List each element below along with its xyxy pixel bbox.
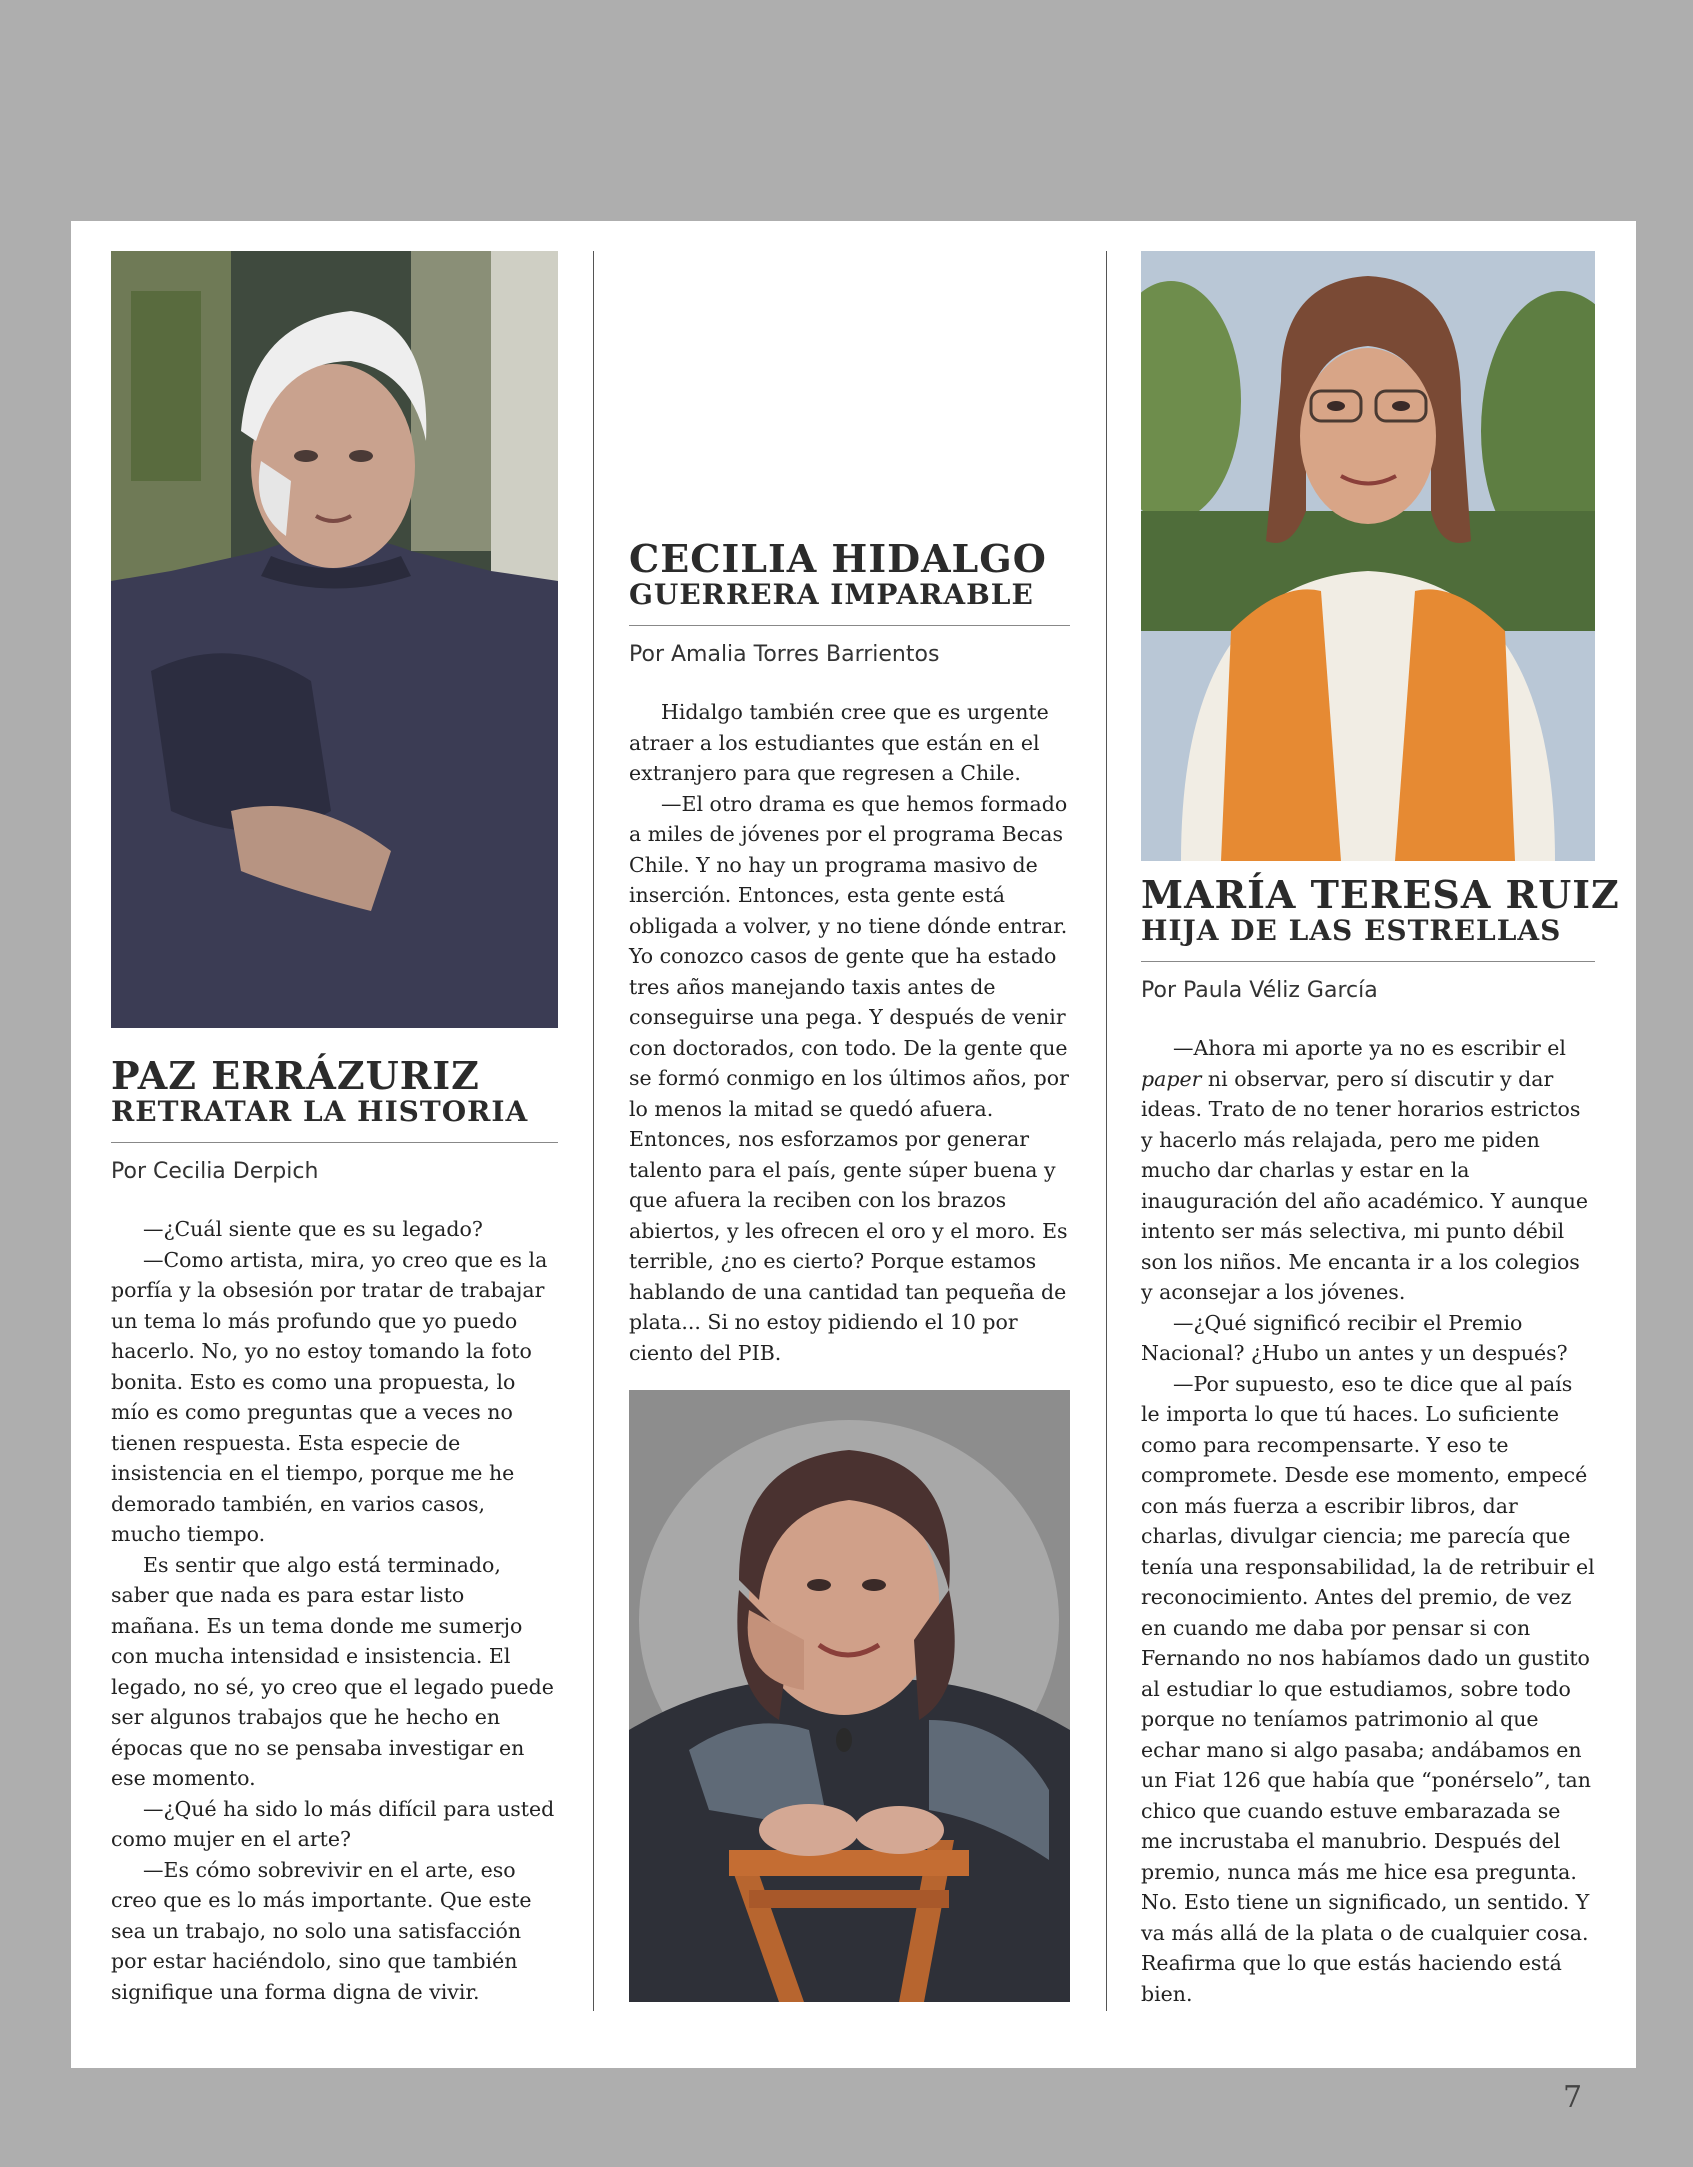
- article-maria-teresa-ruiz: [1141, 251, 1620, 2009]
- article-title-name: CECILIA HIDALGO: [629, 536, 1047, 581]
- paragraph: —Ahora mi aporte ya no es escribir el paper ni observar, pero sí discutir y dar ideas. Trato de no tener horarios estrictos y hacerlo más relajada, pero me piden mucho dar charlas y estar en la inauguración del año académico. Y aunque intento ser más selectiva, mi punto débil son los niños. Me encanta ir a los colegios y aconsejar a los jóvenes.: [1141, 1036, 1589, 1304]
- paragraph: —Como artista, mira, yo creo que es la porfía y la obsesión por tratar de trabajar un tema lo más profundo que yo puedo hacerlo. No, yo no estoy tomando la foto bonita. Esto es como una propuesta, lo mío es como preguntas que a veces no tienen respuesta. Esta especie de insistencia en el tiempo, porque me he demorado también, en varios casos, mucho tiempo.: [111, 1247, 548, 1546]
- paragraph: —¿Qué ha sido lo más difícil para usted como mujer en el arte?: [111, 1796, 555, 1851]
- paragraph: —¿Cuál siente que es su legado?: [143, 1217, 483, 1241]
- article-paz-errazuriz: [111, 251, 558, 2007]
- article-title-name: PAZ ERRÁZURIZ: [111, 1053, 480, 1098]
- article-title-name: MARÍA TERESA RUIZ: [1141, 872, 1620, 917]
- paragraph: Hidalgo también cree que es urgente atraer a los estudiantes que están en el extranjero para que regresen a Chile.: [629, 700, 1049, 785]
- article-body: [1141, 1033, 1595, 2009]
- byline: Por Amalia Torres Barrientos: [629, 642, 940, 667]
- article-subtitle: RETRATAR LA HISTORIA: [111, 1095, 529, 1128]
- article-subtitle: GUERRERA IMPARABLE: [629, 578, 1034, 611]
- portrait-photo-maria-teresa-ruiz: [1141, 251, 1595, 861]
- paragraph: —El otro drama es que hemos formado a miles de jóvenes por el programa Becas Chile. Y no hay un programa masivo de inserción. Entonces, esta gente está obligada a volver, y no tiene dónde entrar. Yo conozco casos de gente que ha estado tres años manejando taxis antes de conseguirse una pega. Y después de venir con doctorados, con todo. De la gente que se formó conmigo en los últimos años, por lo menos la mitad se quedó afuera. Entonces, nos esforzamos por generar talento para el país, gente súper buena y que afuera la reciben con los brazos abiertos, y les ofrecen el oro y el moro. Es terrible, ¿no es cierto? Porque estamos hablando de una cantidad tan pequeña de plata... Si no estoy pidiendo el 10 por ciento del PIB.: [629, 791, 1069, 1365]
- byline: Por Cecilia Derpich: [111, 1159, 319, 1184]
- article-subtitle: HIJA DE LAS ESTRELLAS: [1141, 914, 1562, 947]
- article-body: [629, 697, 1070, 1368]
- paragraph: —Por supuesto, eso te dice que al país le importa lo que tú haces. Lo suficiente como para recompensarte. Y eso te compromete. Desde ese momento, empecé con más fuerza a escribir libros, dar charlas, divulgar ciencia; me parecía que tenía una responsabilidad, la de retribuir el reconocimiento. Antes del premio, de vez en cuando me daba por pensar si con Fernando no nos habíamos dado un gustito al estudiar lo que estudiamos, sobre todo porque no teníamos patrimonio al que echar mano si algo pasaba; andábamos en un Fiat 126 que había que “ponérselo”, tan chico que cuando estuve embarazada se me incrustaba el manubrio. Después del premio, nunca más me hice esa pregunta. No. Esto tiene un significado, un sentido. Y va más allá de la plata o de cualquier cosa. Reafirma que lo que estás haciendo está bien.: [1141, 1371, 1595, 2006]
- title-divider: [1141, 961, 1595, 962]
- byline: Por Paula Véliz García: [1141, 978, 1378, 1003]
- article-cecilia-hidalgo: [629, 536, 1070, 2002]
- paragraph: —Es cómo sobrevivir en el arte, eso creo que es lo más importante. Que este sea un trabajo, no solo una satisfacción por estar haciéndolo, sino que también signifique una forma digna de vivir.: [111, 1857, 532, 2004]
- portrait-photo-paz-errazuriz: [111, 251, 558, 1028]
- column-divider: [593, 251, 594, 2011]
- paragraph: Es sentir que algo está terminado, saber que nada es para estar listo mañana. Es un tema donde me sumerjo con mucha intensidad e insistencia. El legado, no sé, yo creo que el legado puede ser algunos trabajos que he hecho en épocas que no se pensaba investigar en ese momento.: [111, 1552, 554, 1790]
- magazine-page: [71, 221, 1636, 2068]
- article-body: [111, 1214, 558, 2007]
- title-divider: [111, 1142, 558, 1143]
- title-divider: [629, 625, 1070, 626]
- portrait-photo-cecilia-hidalgo: [629, 1390, 1070, 2002]
- column-divider: [1106, 251, 1107, 2011]
- paragraph: —¿Qué significó recibir el Premio Nacional? ¿Hubo un antes y un después?: [1141, 1310, 1568, 1365]
- page-number: 7: [1563, 2080, 1583, 2115]
